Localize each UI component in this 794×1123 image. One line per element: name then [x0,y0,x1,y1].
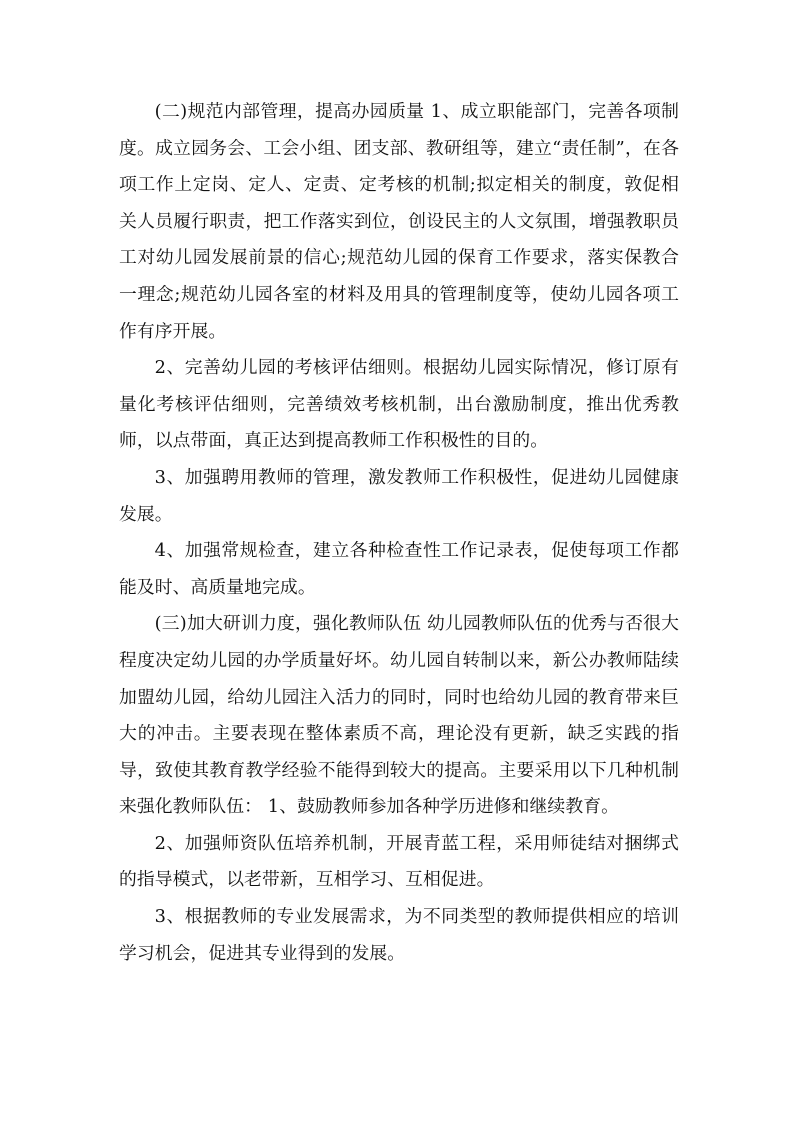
paragraph-routine-checks: 4、加强常规检查，建立各种检查性工作记录表，促使每项工作都能及时、高质量地完成。 [119,540,679,598]
paragraph-mentoring: 2、加强师资队伍培养机制，开展青蓝工程，采用师徒结对捆绑式的指导模式，以老带新，互相学习、互相促进。 [119,832,679,891]
paragraph-assessment: 2、完善幼儿园的考核评估细则。根据幼儿园实际情况，修订原有量化考核评估细则，完善绩效考核机制，出台激励制度，推出优秀教师，以点带面，真正达到提高教师工作积极性的目的。 [119,357,679,452]
paragraph-hired-teachers: 3、加强聘用教师的管理，激发教师工作积极性，促进幼儿园健康发展。 [119,466,679,525]
paragraph-management: (二)规范内部管理，提高办园质量 1、成立职能部门，完善各项制度。成立园务会、工会小组、团支部、教研组等，建立“责任制”，在各项工作上定岗、定人、定责、定考核的机制;拟定相关的制度，敦促相关人员履行职责，把工作落实到位，创设民主的人文氛围，增强教职员工对幼儿园发展前景的信心;规范幼儿园的保育工作要求，落实保教合一理念;规范幼儿园各室的材料及用具的管理制度等，使幼儿园各项工作有序开展。 [119,101,679,342]
paragraph-teacher-training: (三)加大研训力度，强化教师队伍 幼儿园教师队伍的优秀与否很大程度决定幼儿园的办学质量好坏。幼儿园自转制以来，新公办教师陆续加盟幼儿园，给幼儿园注入活力的同时，同时也给幼儿园的教育带来巨大的冲击。主要表现在整体素质不高，理论没有更新，缺乏实践的指导，致使其教育教学经验不能得到较大的提高。主要采用以下几种机制来强化教师队伍： 1、鼓励教师参加各种学历进修和继续教育。 [119,613,679,818]
paragraph-professional-development: 3、根据教师的专业发展需求，为不同类型的教师提供相应的培训学习机会，促进其专业得到的发展。 [119,906,679,964]
document-body [119,94,679,972]
